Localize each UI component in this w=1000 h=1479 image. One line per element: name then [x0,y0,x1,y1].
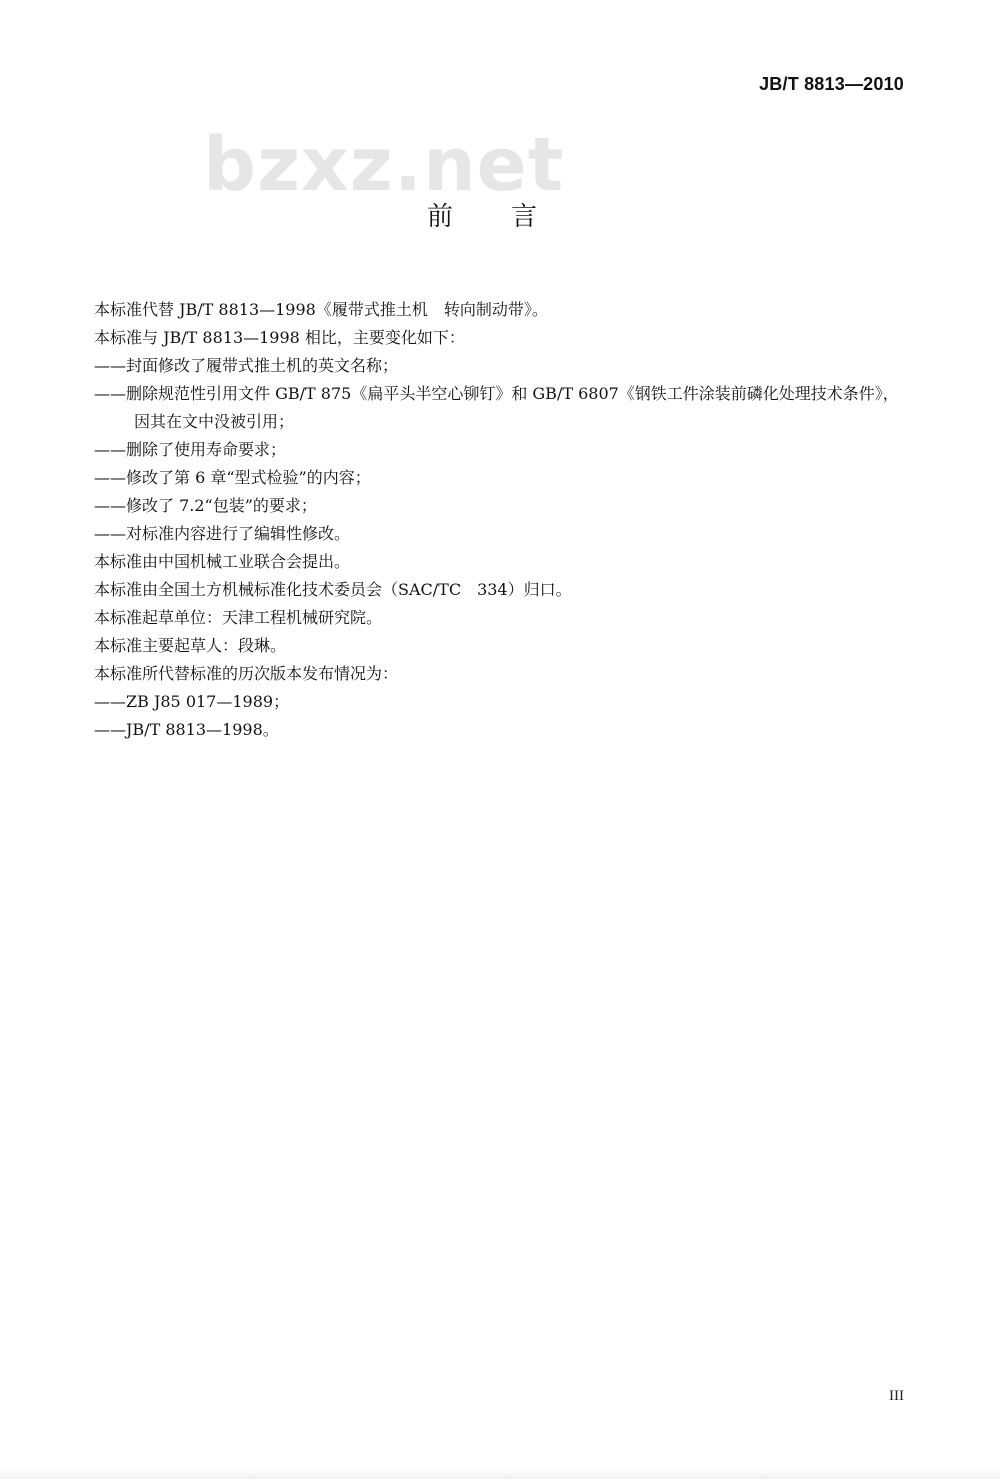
document-body [94,296,914,744]
body-paragraph: 本标准代替 JB/T 8813—1998《履带式推土机 转向制动带》。 [94,300,548,319]
body-paragraph: 本标准所代替标准的历次版本发布情况为： [94,664,399,683]
body-paragraph: 本标准主要起草人：段琳。 [94,636,287,655]
list-item: ——删除了使用寿命要求； [94,440,287,459]
list-item: ——JB/T 8813—1998。 [94,720,279,739]
standard-code: JB/T 8813—2010 [759,74,904,94]
body-paragraph: 本标准由全国土方机械标准化技术委员会（SAC/TC 334）归口。 [94,580,572,599]
page-title: 前言 [426,202,595,232]
list-item: ——修改了 7.2“包装”的要求； [94,496,317,515]
list-item: ——对标准内容进行了编辑性修改。 [94,524,351,543]
list-item: ——删除规范性引用文件 GB/T 875《扁平头半空心铆钉》和 GB/T 6807《钢铁工件涂装前磷化处理技术条件》，因其在文中没被引用； [94,384,899,431]
watermark: bzxz.net [203,122,565,208]
body-paragraph: 本标准起草单位：天津工程机械研究院。 [94,608,383,627]
page-bottom-edge [0,1469,1000,1479]
page-number: III [889,1388,904,1404]
body-paragraph: 本标准由中国机械工业联合会提出。 [94,552,351,571]
list-item: ——封面修改了履带式推土机的英文名称； [94,356,399,375]
body-paragraph: 本标准与 JB/T 8813—1998 相比，主要变化如下： [94,328,465,347]
list-item: ——ZB J85 017—1989； [94,692,290,711]
list-item: ——修改了第 6 章“型式检验”的内容； [94,468,371,487]
